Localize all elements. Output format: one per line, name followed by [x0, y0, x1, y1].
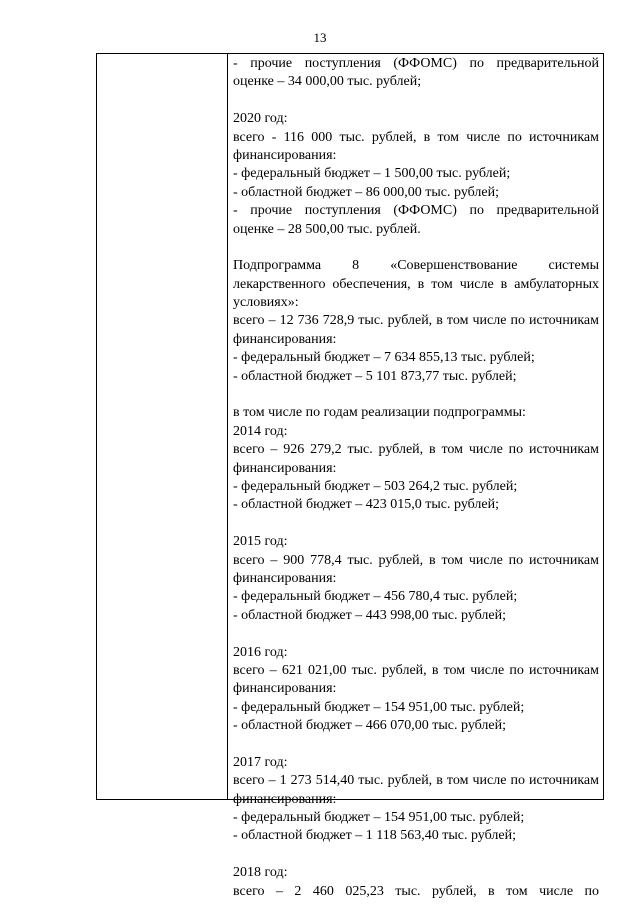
blank-line — [233, 625, 599, 643]
text-line: оценке – 28 500,00 тыс. рублей. — [233, 221, 421, 237]
blank-line — [233, 239, 599, 257]
text-line: 2016 год: — [233, 644, 288, 660]
blank-line — [233, 386, 599, 404]
text-line: - областной бюджет – 5 101 873,77 тыс. рублей; — [233, 368, 517, 384]
text-line: Подпрограмма 8 «Совершенствование системы — [233, 258, 599, 274]
text-line: финансирования: — [233, 331, 337, 347]
text-line: - федеральный бюджет – 1 500,00 тыс. рублей; — [233, 166, 511, 182]
text-line: всего – 1 273 514,40 тыс. рублей, в том числе по источникам — [233, 773, 599, 789]
text-line: - федеральный бюджет – 456 780,4 тыс. рублей; — [233, 589, 518, 605]
page-number: 13 — [313, 30, 327, 45]
text-line: 2014 год: — [233, 423, 288, 439]
text-line: всего - 116 000 тыс. рублей, в том числе по источникам — [233, 129, 599, 145]
blank-line — [233, 735, 599, 753]
funding-text — [233, 55, 599, 901]
text-line: 2020 год: — [233, 111, 288, 127]
text-line: лекарственного обеспечения, в том числе в амбулаторных — [233, 276, 599, 292]
text-line: - федеральный бюджет – 503 264,2 тыс. рублей; — [233, 478, 518, 494]
blank-line — [233, 515, 599, 533]
text-line: всего – 926 279,2 тыс. рублей, в том числе по источникам — [233, 442, 599, 458]
text-line: - областной бюджет – 443 998,00 тыс. рублей; — [233, 607, 506, 623]
text-line: всего – 621 021,00 тыс. рублей, в том числе по источникам — [233, 662, 599, 678]
text-line: финансирования: — [233, 147, 337, 163]
text-line: - федеральный бюджет – 154 951,00 тыс. рублей; — [233, 699, 525, 715]
text-line: финансирования: — [233, 791, 337, 807]
blank-line — [233, 92, 599, 110]
blank-line — [233, 846, 599, 864]
text-line: финансирования: — [233, 681, 337, 697]
text-line: 2015 год: — [233, 534, 288, 550]
text-line: финансирования: — [233, 460, 337, 476]
text-line: всего – 900 778,4 тыс. рублей, в том числе по источникам — [233, 552, 599, 568]
text-line: финансирования: — [233, 570, 337, 586]
text-line: 2018 год: — [233, 865, 288, 881]
text-line: всего – 12 736 728,9 тыс. рублей, в том числе по источникам — [233, 313, 599, 329]
table-left-column — [97, 54, 228, 799]
text-line: в том числе по годам реализации подпрограммы: — [233, 405, 526, 421]
text-line: - федеральный бюджет – 154 951,00 тыс. рублей; — [233, 810, 525, 826]
text-line: оценке – 34 000,00 тыс. рублей; — [233, 74, 422, 90]
text-line: - прочие поступления (ФФОМС) по предварительной — [233, 56, 599, 71]
text-line: - областной бюджет – 466 070,00 тыс. рублей; — [233, 718, 506, 734]
text-line: - прочие поступления (ФФОМС) по предварительной — [233, 203, 599, 219]
funding-table — [96, 53, 604, 899]
text-line: - областной бюджет – 1 118 563,40 тыс. рублей; — [233, 828, 516, 844]
text-line: условиях»: — [233, 295, 299, 311]
table-right-column — [228, 54, 605, 899]
text-line: - областной бюджет – 423 015,0 тыс. рублей; — [233, 497, 499, 513]
text-line: 2017 год: — [233, 754, 288, 770]
text-line: - областной бюджет – 86 000,00 тыс. рублей; — [233, 184, 499, 200]
text-line: всего – 2 460 025,23 тыс. рублей, в том числе по — [233, 883, 599, 899]
text-line: - федеральный бюджет – 7 634 855,13 тыс. рублей; — [233, 350, 535, 366]
